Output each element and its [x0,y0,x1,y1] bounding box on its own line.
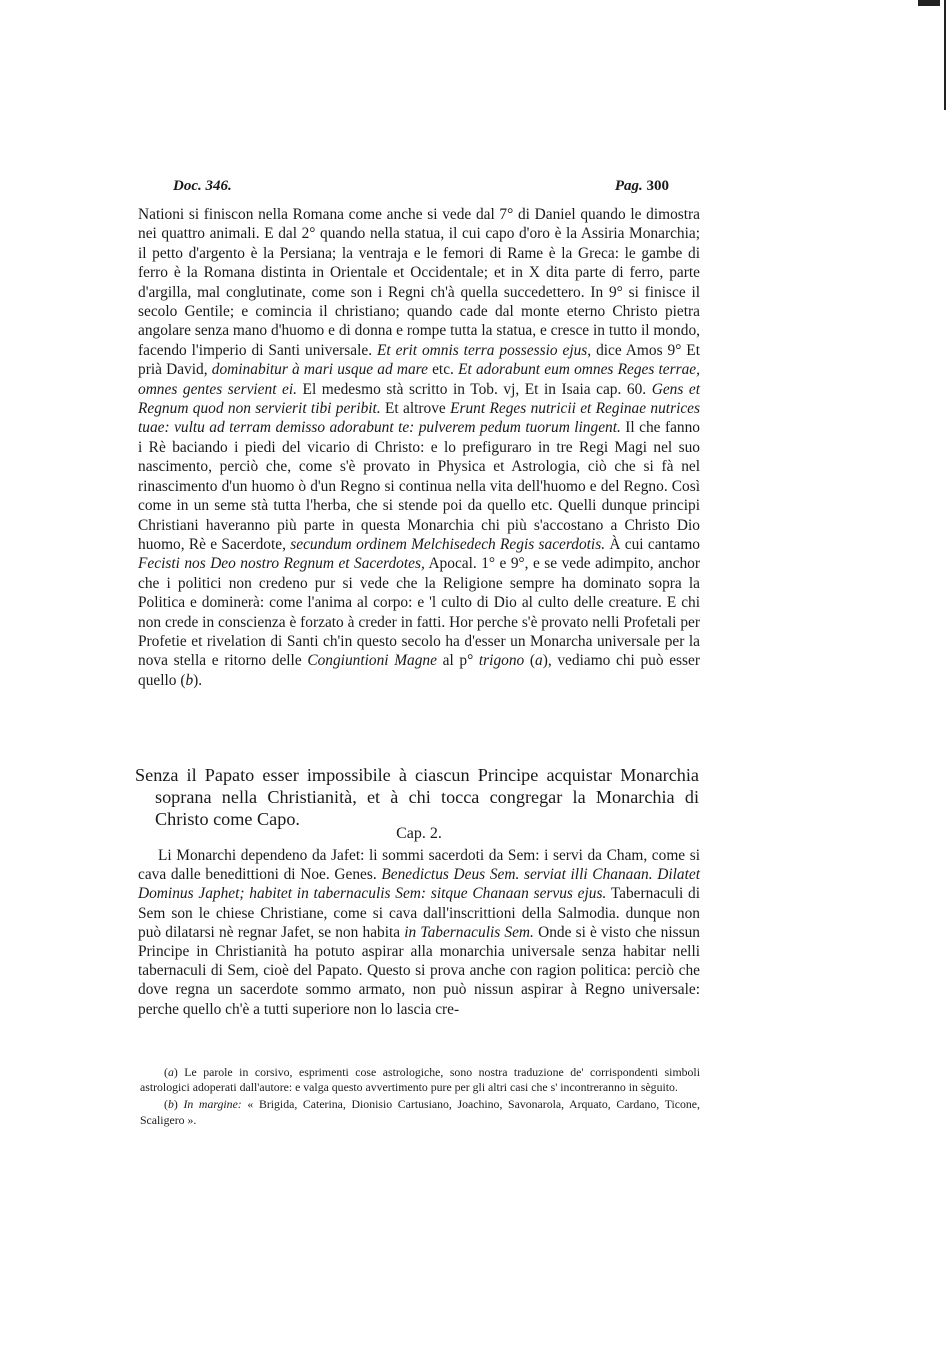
italic-run: dominabitur à mari usque ad mare [211,361,428,379]
page-label [615,178,669,195]
italic-run: Fecisti nos Deo nostro Regnum et Sacerdotes, [138,555,425,573]
footnote-b: (b) In margine: « Brigida, Caterina, Dionisio Cartusiano, Joachino, Savonarola, Arquato, Cardano, Ticone, Scaligero ». [140,1097,700,1127]
italic-run: in Tabernaculis Sem. [404,923,534,941]
main-text-block [138,205,700,690]
italic-run: Et adorabunt eum omnes Reges terrae, omnes gentes servient ei. [138,361,700,398]
doc-label: Doc. 346. [173,178,232,194]
paragraph-2: Li Monarchi dependeno da Jafet: li sommi sacerdoti da Sem: i servi da Cham, come si cava dalle benedittioni di Noe. Genes. Benedictus Deus Sem. serviat illi Chanaan. Dilatet Dominus Japhet; habitet in tabernaculis Sem: sitque Chanaan servus ejus. Tabernaculi di Sem son le chiese Christiane, come si cava dall'inscrittioni della Salmodia. dunque non può dilatarsi nè regnar Jafet, se non habita in Tabernaculis Sem. Onde si è visto che nissun Principe in Christianità ha potuto aspirar alla monarchia universale senza habitar nelli tabernaculi di Sem, cioè del Papato. Questo si prova anche con ragion politica: perciò che dove regna un sacerdote sommo armato, non può nissun aspirar à Regno universale: perche quello ch'è a tutti superiore non lo lascia cre- [138,847,700,1018]
italic-run: a [167,1065,174,1079]
paragraph-1: Nationi si finiscon nella Romana come anche si vede dal 7° di Daniel quando le dimostra nei quattro animali. E dal 2° quando nella statua, il cui capo d'oro è la Assiria Monarchia; il petto d'argento è la Persiana; la ventraja e le femori di Rame è la Greca: le gambe di ferro è la Romana distinta in Orientale et Occidentale; et in X dita parte di ferro, parte d'argilla, mal conglutinate, come son i Regni ch'à quella succedettero. In 9° si finisce il secolo Gentile; e comincia il christiano; quando cade dal monte eterno Christo pietra angolare senza mano d'huomo e di donna e rompe tutta la statua, e cresce in tutto il mondo, facendo l'imperio di Santi universale. Et erit omnis terra possessio ejus, dice Amos 9° Et prià David, dominabitur à mari usque ad mare etc. Et adorabunt eum omnes Reges terrae, omnes gentes servient ei. El medesmo stà scritto in Tob. vj, Et in Isaia cap. 60. Gens et Regnum quod non servierit tibi peribit. Et altrove Erunt Reges nutricii et Reginae nutrices tuae: vultu ad terram demisso adorabunt te: pulverem pedum tuorum lingent. Il che fanno i Rè baciando i piedi del vicario di Christo: e lo prefiguraro in tre Regi Magi nel suo nascimento, perciò che, come s'è provato in Physica et Astrologia, ciò che si fà nel rinascimento d'un huomo ò d'un Regno si continua nella vita dell'huomo e del Regno. Così come in un seme stà tutta l'herba, che si stende poi da quello etc. Quelli dunque principi Christiani haveranno più parte in questa Monarchia chi più s'accostano a Christo Dio huomo, Rè e Sacerdote, secundum ordinem Melchisedech Regis sacerdotis. À cui cantamo Fecisti nos Deo nostro Regnum et Sacerdotes, Apocal. 1° e 9°, e se vede adimpito, anchor che i politici non credeno pur si vede che la Religione sempre ha dominato sopra la Politica e dominerà: come l'anima al corpo: e 'l culto di Dio al culto delle creature. E chi non crede in conscienza è forzato à creder in fatti. Hor perche s'è provato nelli Profetali per Profetie et rivelation di Santi ch'in questo secolo ha d'esser un Monarcha universale per la nova stella e ritorno delle Congiuntioni Magne al p° trigono (a), vediamo chi può esser quello (b). [138,206,701,689]
footnotes [140,1065,700,1130]
scan-edge-tick [918,0,940,6]
italic-run: Benedictus Deus Sem. serviat illi Chanaan. Dilatet Dominus Japhet; habitet in tabernaculis Sem: sitque Chanaan servus ejus. [138,866,700,903]
page-number: 300 [646,178,669,194]
chapter-text-block [138,846,700,1019]
italic-run: trigono [478,652,525,670]
italic-run: a [535,652,543,670]
running-header [173,178,669,200]
italic-run: Gens et Regnum quod non servierit tibi peribit. [138,380,700,418]
italic-run: b [167,1097,174,1112]
chapter-number: Cap. 2. [396,825,442,842]
italic-run: Erunt Reges nutricii et Reginae nutrices tuae: vultu ad terram demisso adorabunt te: pulverem pedum tuorum lingent. [138,400,700,437]
chapter-heading [135,764,699,830]
italic-run: In margine: [183,1097,242,1112]
chapter-heading-text: Senza il Papato esser impossibile à ciascun Principe acquistar Monarchia soprana nella Christianità, et à chi tocca congregar la Monarchia di Christo come Capo. [135,765,699,829]
footnote-a: (a) Le parole in corsivo, esprimenti cose astrologiche, sono nostra traduzione de' corrispondenti simboli astrologici adoperati dall'autore: e valga questo avvertimento pure per gli altri casi che s' incontreranno in sèguito. [140,1065,700,1095]
italic-run: secundum ordinem Melchisedech Regis sacerdotis. [290,535,606,553]
italic-run: Et erit omnis terra possessio ejus, [377,341,592,359]
italic-run: Congiuntioni Magne [307,652,437,670]
italic-run: b [185,671,194,689]
page-word: Pag. [614,178,643,194]
